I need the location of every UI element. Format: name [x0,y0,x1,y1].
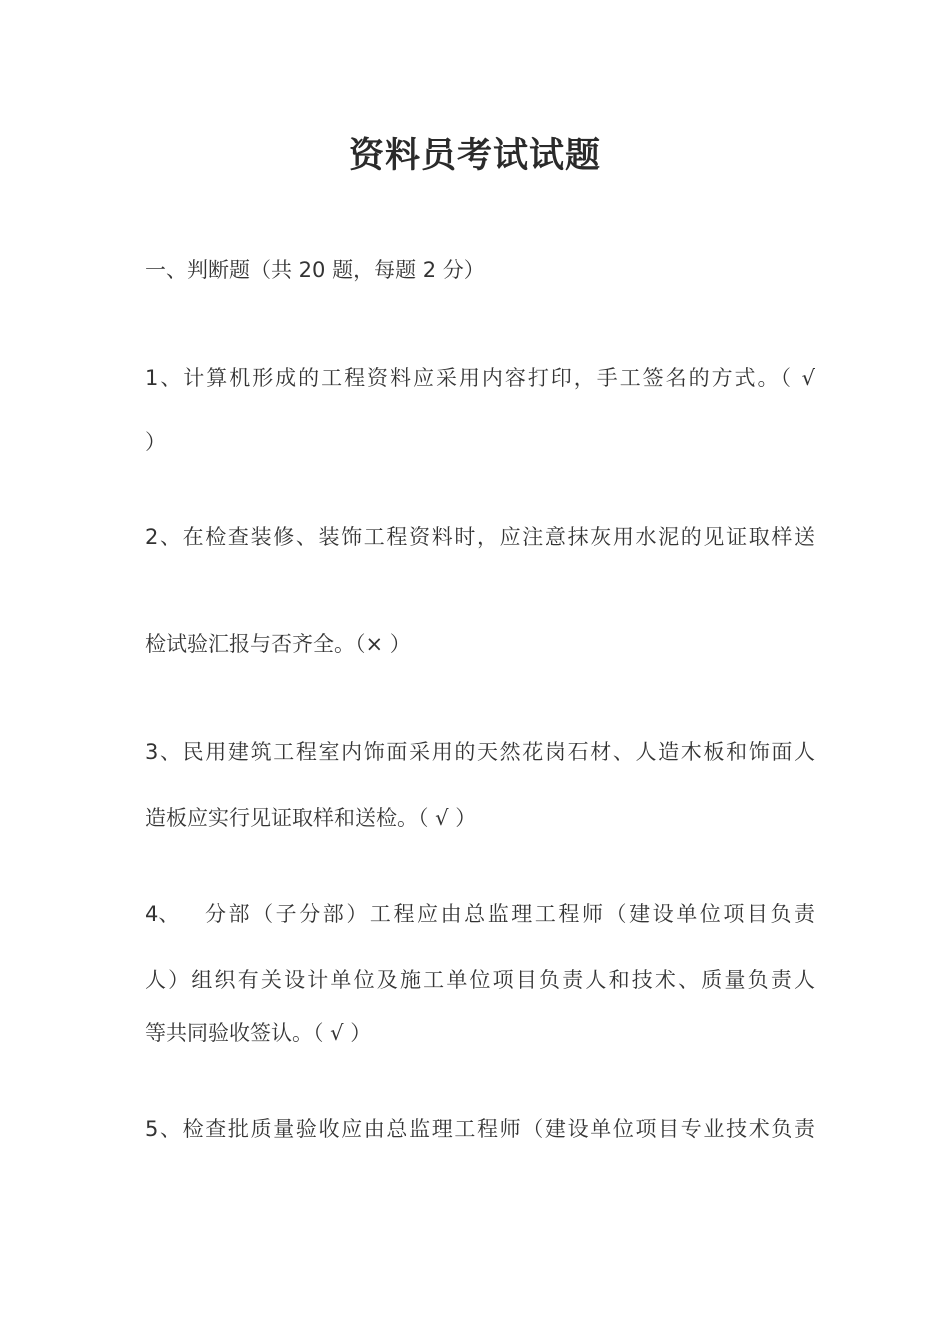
question-1-line-2: ） [145,430,166,454]
question-4-number: 4、 [145,902,180,926]
question-2-line-1: 2、在检查装修、装饰工程资料时，应注意抹灰用水泥的见证取样送 [145,525,815,549]
question-4-line-1-text: 分部（子分部）工程应由总监理工程师（建设单位项目负责 [205,902,815,926]
question-3-line-2: 造板应实行见证取样和送检。（ √ ） [145,806,477,830]
question-4-line-2: 人）组织有关设计单位及施工单位项目负责人和技术、质量负责人 [145,968,815,992]
question-3-line-1: 3、民用建筑工程室内饰面采用的天然花岗石材、人造木板和饰面人 [145,740,815,764]
question-1-line-1: 1、计算机形成的工程资料应采用内容打印，手工签名的方式。（ √ [145,366,815,390]
question-2-line-2: 检试验汇报与否齐全。（× ） [145,632,411,656]
page-title: 资料员考试试题 [348,135,601,176]
question-4-line-1 [145,900,815,928]
section-heading: 一、判断题（共 20 题，每题 2 分） [145,258,485,282]
question-4-line-3: 等共同验收签认。（ √ ） [145,1021,372,1045]
question-5-line-1: 5、检查批质量验收应由总监理工程师（建设单位项目专业技术负责 [145,1117,815,1141]
